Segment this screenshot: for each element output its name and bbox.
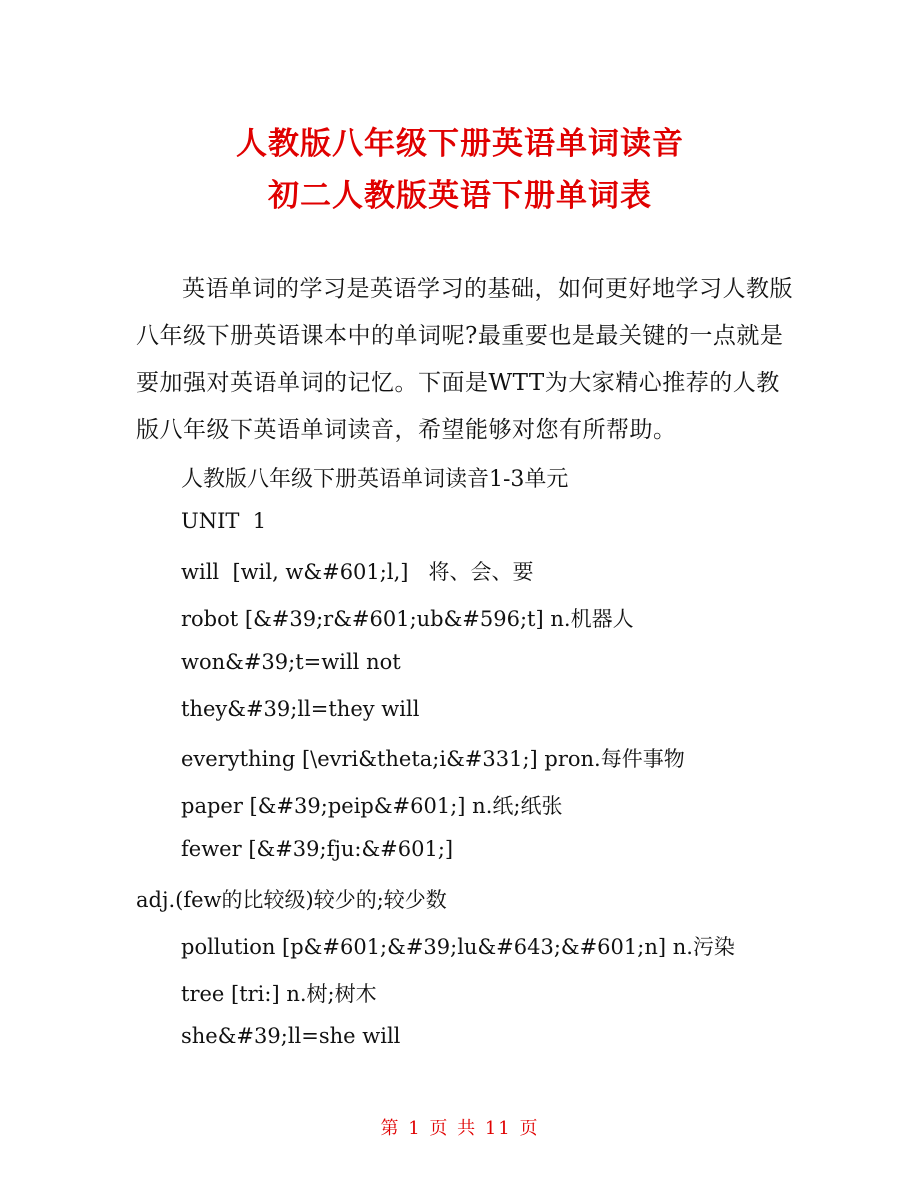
vocab-line: won&#39;t=will not bbox=[181, 650, 401, 674]
document-title-line-2: 初二人教版英语下册单词表 bbox=[268, 178, 652, 214]
document-title-line-1: 人教版八年级下册英语单词读音 bbox=[236, 126, 684, 162]
page-number-footer: 第 1 页 共 11 页 bbox=[380, 1118, 540, 1139]
intro-paragraph: 英语单词的学习是英语学习的基础，如何更好地学习人教版八年级下册英语课本中的单词呢?最重要也是最关键的一点就是要加强对英语单词的记忆。下面是WTT为大家精心推荐的人教版八年级下英语单词读音，希望能够对您有所帮助。 bbox=[136, 276, 793, 443]
vocab-line: everything [\evri&theta;i&#331;] pron.每件事物 bbox=[181, 747, 685, 771]
unit-heading: UNIT 1 bbox=[181, 509, 267, 533]
vocab-line: paper [&#39;peip&#601;] n.纸;纸张 bbox=[181, 794, 563, 818]
vocab-line: fewer [&#39;fju:&#601;] bbox=[181, 837, 454, 861]
vocab-line: adj.(few的比较级)较少的;较少数 bbox=[136, 888, 447, 912]
vocab-line: they&#39;ll=they will bbox=[181, 697, 420, 721]
vocab-line: pollution [p&#601;&#39;lu&#643;&#601;n] n.污染 bbox=[181, 935, 735, 959]
vocab-line: robot [&#39;r&#601;ub&#596;t] n.机器人 bbox=[181, 607, 634, 631]
vocab-line: she&#39;ll=she will bbox=[181, 1024, 401, 1048]
vocab-line: tree [tri:] n.树;树木 bbox=[181, 982, 377, 1006]
vocab-line: will [wil, w&#601;l,] 将、会、要 bbox=[181, 560, 534, 584]
section-heading: 人教版八年级下册英语单词读音1-3单元 bbox=[181, 467, 569, 492]
